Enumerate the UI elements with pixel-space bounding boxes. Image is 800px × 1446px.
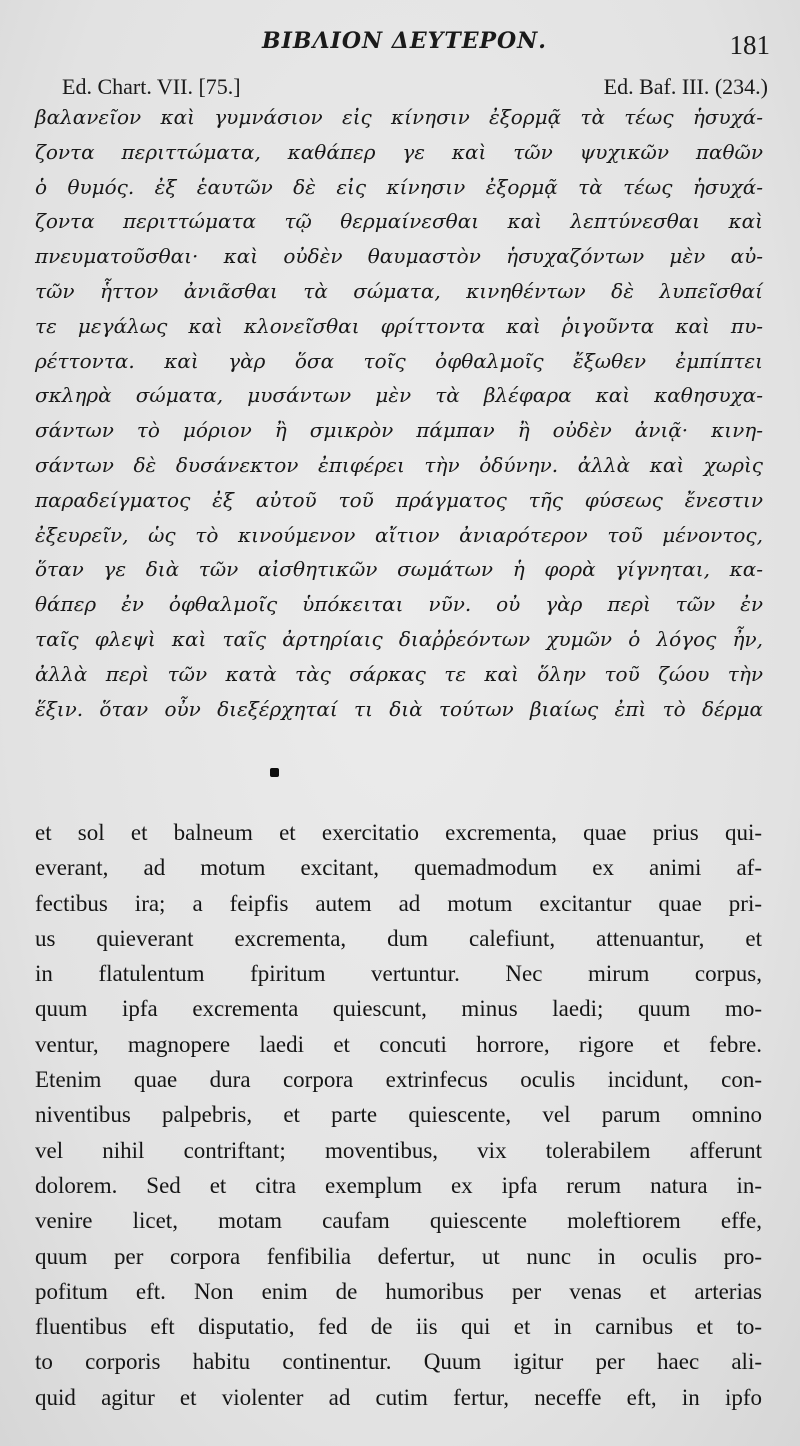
latin-text-block [35,815,762,1415]
greek-text-block [35,100,763,726]
latin-line: niventibus palpebris, et parte quiescente, vel parum omnino [35,1102,762,1128]
greek-line: ὁ θυμός. ἐξ ἑαυτῶν δὲ εἰς κίνησιν ἐξορμᾷ τὰ τέως ἡσυχά- [35,174,763,199]
greek-line: σκληρὰ σώματα, μυσάντων μὲν τὰ βλέφαρα καὶ καθησυχα- [35,383,763,408]
latin-line: venire licet, motam caufam quiescente moleftiorem effe, [35,1208,762,1234]
latin-line: us quieverant excrementa, dum calefiunt, attenuantur, et [35,925,762,951]
edition-reference-basel: Ed. Baf. III. (234.) [603,74,768,99]
latin-line: fluentibus eft disputatio, fed de iis qui et in carnibus et to- [35,1314,762,1340]
ink-blot [270,768,279,777]
greek-line: σάντων δὲ δυσάνεκτον ἐπιφέρει τὴν ὀδύνην. ἀλλὰ καὶ χωρὶς [35,452,763,477]
greek-line: πνευματοῦσθαι· καὶ οὐδὲν θαυμαστὸν ἡσυχαζόντων μὲν αὐ- [35,244,763,269]
greek-line: θάπερ ἐν ὀφθαλμοῖς ὑπόκειται νῦν. οὐ γὰρ περὶ τῶν ἐν [35,592,763,617]
greek-line: ταῖς φλεψὶ καὶ ταῖς ἀρτηρίαις διαῤῥεόντων χυμῶν ὁ λόγος ἦν, [35,626,763,651]
edition-reference-chartier: Ed. Chart. VII. [75.] [62,74,241,99]
greek-line: ζοντα περιττώματα, καθάπερ γε καὶ τῶν ψυχικῶν παθῶν [35,139,763,164]
greek-line: ἐξευρεῖν, ὡς τὸ κινούμενον αἴτιον ἀνιαρότερον τοῦ μένοντος, [35,522,763,547]
latin-line: to corporis habitu continentur. Quum igitur per haec ali- [35,1349,762,1375]
latin-line: in flatulentum fpiritum vertuntur. Nec mirum corpus, [35,961,762,987]
greek-line: παραδείγματος ἐξ αὐτοῦ τοῦ πράγματος τῆς φύσεως ἔνεστιν [35,487,763,512]
greek-line: ρέττοντα. καὶ γὰρ ὅσα τοῖς ὀφθαλμοῖς ἔξωθεν ἐμπίπτει [35,348,763,373]
latin-line: quum ipfa excrementa quiescunt, minus laedi; quum mo- [35,996,762,1022]
running-head: BIBΛΙΟΝ ΔΕΥΤΕΡΟΝ. [262,28,547,54]
page-number: 181 [729,30,770,60]
greek-line: τε μεγάλως καὶ κλονεῖσθαι φρίττοντα καὶ ῥιγοῦντα καὶ πυ- [35,313,763,338]
latin-line: pofitum eft. Non enim de humoribus per venas et arterias [35,1278,762,1304]
greek-line: τῶν ἧττον ἀνιᾶσθαι τὰ σώματα, κινηθέντων δὲ λυπεῖσθαί [35,278,763,303]
greek-line: ἀλλὰ περὶ τῶν κατὰ τὰς σάρκας τε καὶ ὅλην τοῦ ζώου τὴν [35,661,763,686]
latin-line: Etenim quae dura corpora extrinfecus oculis incidunt, con- [35,1067,762,1093]
latin-line: ventur, magnopere laedi et concuti horrore, rigore et febre. [35,1031,762,1057]
greek-line: βαλανεῖον καὶ γυμνάσιον εἰς κίνησιν ἐξορμᾷ τὰ τέως ἡσυχά- [35,105,763,129]
latin-line: dolorem. Sed et citra exemplum ex ipfa rerum natura in- [35,1172,762,1198]
greek-line: σάντων τὸ μόριον ἢ σμικρὸν πάμπαν ἢ οὐδὲν ἀνιᾷ· κινη- [35,418,763,443]
greek-line: ἕξιν. ὅταν οὖν διεξέρχηταί τι διὰ τούτων βιαίως ἐπὶ τὸ δέρμα [35,696,763,721]
latin-line: everant, ad motum excitant, quemadmodum ex animi af- [35,855,762,881]
latin-line: et sol et balneum et exercitatio excrementa, quae prius qui- [35,820,762,845]
latin-line: fectibus ira; a feipfis autem ad motum excitantur quae pri- [35,890,762,916]
latin-line: vel nihil contriftant; moventibus, vix tolerabilem afferunt [35,1137,762,1163]
greek-line: ζοντα περιττώματα τῷ θερμαίνεσθαι καὶ λεπτύνεσθαι καὶ [35,209,763,234]
latin-line: quum per corpora fenfibilia defertur, ut nunc in oculis pro- [35,1243,762,1269]
greek-line: ὅταν γε διὰ τῶν αἰσθητικῶν σωμάτων ἡ φορὰ γίγνηται, κα- [35,557,763,582]
latin-line: quid agitur et violenter ad cutim fertur, neceffe eft, in ipfo [35,1384,762,1410]
